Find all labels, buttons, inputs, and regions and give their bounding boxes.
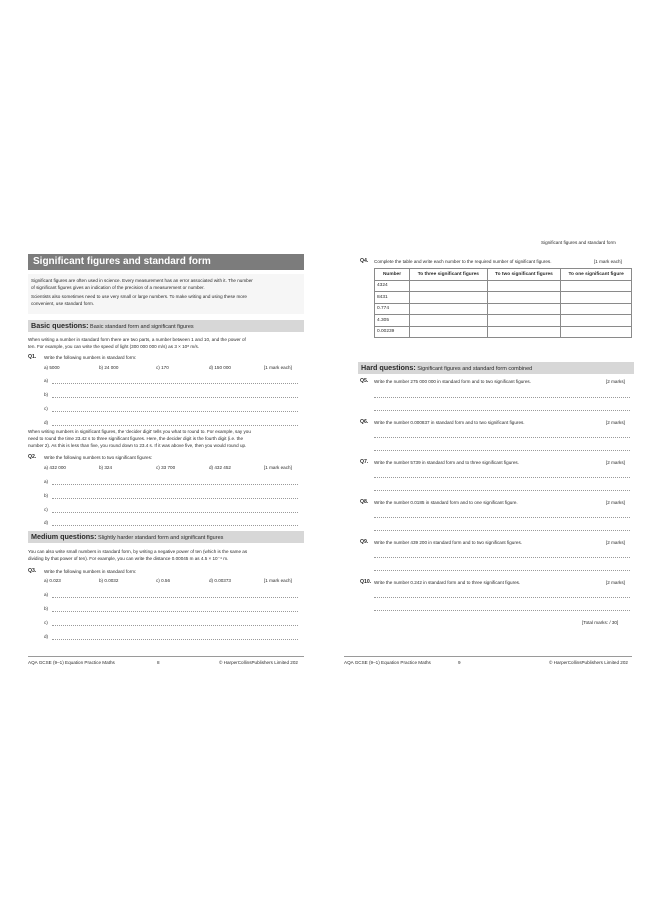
basic-intro-line: When writing a number in standard form there are two parts, a number between 1 and 10, and the power of — [28, 337, 246, 342]
answer-cell[interactable] — [410, 303, 488, 315]
sigfig-line: need to round the time 23.42 s to three significant figures. Here, the decider digit is the fourth digit (i.e. the — [28, 436, 244, 441]
q7-marks: [2 marks] — [606, 460, 625, 465]
q8-label: Q8. — [360, 499, 369, 505]
q1-label: Q1. — [28, 354, 37, 360]
q9-text: Write the number 439 200 in standard form and to two significant figures. — [374, 540, 523, 545]
answer-line[interactable] — [52, 625, 298, 626]
answer-cell[interactable] — [410, 326, 488, 338]
answer-line[interactable] — [374, 477, 630, 478]
total-marks: [Total marks: / 30] — [582, 620, 619, 625]
footer-book-title: AQA GCSE (9–1) Equation Practice Maths — [28, 660, 115, 665]
q3-option: c) 0.56 — [156, 578, 171, 583]
answer-line[interactable] — [52, 397, 298, 398]
q1-option: a) 5000 — [44, 365, 60, 370]
q1-text: Write the following numbers in standard form: — [44, 355, 137, 360]
q1-option: c) 170 — [156, 365, 169, 370]
answer-cell[interactable] — [487, 292, 561, 304]
answer-label: d) — [44, 520, 49, 525]
answer-cell[interactable] — [487, 280, 561, 292]
answer-line[interactable] — [374, 530, 630, 531]
answer-cell[interactable] — [410, 315, 488, 327]
sigfig-line: When writing numbers in significant figures, the 'decider digit' tells you what to round to. For example, say you — [28, 429, 251, 434]
answer-line[interactable] — [52, 512, 298, 513]
basic-intro-line: ten. For example, you can write the speed of light (300 000 000 m/s) as 3 × 10⁸ m/s. — [28, 344, 200, 349]
q4-text: Complete the table and write each number to the required number of significant figures. — [374, 259, 552, 264]
answer-line[interactable] — [374, 397, 630, 398]
table-row — [375, 280, 632, 292]
intro-line: convenient, use standard form. — [31, 301, 95, 306]
answer-line[interactable] — [52, 639, 298, 640]
q2-label: Q2. — [28, 454, 37, 460]
answer-cell[interactable] — [561, 315, 632, 327]
q9-marks: [2 marks] — [606, 540, 625, 545]
answer-line[interactable] — [374, 490, 630, 491]
answer-label: c) — [44, 507, 48, 512]
table-row — [375, 315, 632, 327]
footer-book-title: AQA GCSE (9–1) Equation Practice Maths — [344, 660, 431, 665]
number-cell: 0.774 — [375, 303, 410, 315]
page-number: 8 — [157, 660, 160, 665]
q2-text: Write the following numbers to two significant figures: — [44, 455, 153, 460]
q8-text: Write the number 0.0185 in standard form and to one significant figure. — [374, 500, 518, 505]
answer-line[interactable] — [52, 525, 298, 526]
medium-questions-heading: Medium questions: Slightly harder standard form and significant figures — [28, 531, 304, 543]
answer-line[interactable] — [374, 410, 630, 411]
answer-cell[interactable] — [410, 280, 488, 292]
table-row — [375, 292, 632, 304]
q3-label: Q3. — [28, 568, 37, 574]
running-head: Significant figures and standard form — [541, 240, 616, 245]
q1-option: b) 24 000 — [99, 365, 119, 370]
page-number: 9 — [458, 660, 461, 665]
q3-marks: [1 mark each] — [264, 578, 292, 583]
q3-text: Write the following numbers in standard form: — [44, 569, 137, 574]
footer-copyright: © HarperCollinsPublishers Limited 202 — [219, 660, 298, 665]
q2-marks: [1 mark each] — [264, 465, 292, 470]
medium-intro-line: dividing by that power of ten). For example, you can write the distance 0.00045 m as 4.5 × 10⁻⁴ m. — [28, 556, 229, 561]
hard-questions-heading: Hard questions: Significant figures and standard form combined — [358, 362, 634, 374]
answer-cell[interactable] — [561, 326, 632, 338]
intro-line: Scientists also sometimes need to use very small or large numbers. To make writing and using these more — [31, 294, 247, 299]
answer-line[interactable] — [374, 570, 630, 571]
number-cell: 0.00239 — [375, 326, 410, 338]
answer-line[interactable] — [52, 484, 298, 485]
answer-cell[interactable] — [410, 292, 488, 304]
q5-text: Write the number 275 000 000 in standard form and to two significant figures. — [374, 379, 531, 384]
q9-label: Q9. — [360, 539, 369, 545]
table-row — [375, 303, 632, 315]
column-header: To three significant figures — [410, 269, 488, 281]
answer-cell[interactable] — [487, 303, 561, 315]
column-header: To one significant figure — [561, 269, 632, 281]
answer-cell[interactable] — [561, 303, 632, 315]
answer-line[interactable] — [52, 411, 298, 412]
footer-divider — [28, 656, 304, 657]
q4-table — [374, 268, 632, 338]
table-row — [375, 326, 632, 338]
answer-label: a) — [44, 592, 49, 597]
q3-option: b) 0.0032 — [99, 578, 119, 583]
table-header-row — [375, 269, 632, 281]
q10-label: Q10. — [360, 579, 372, 585]
q6-text: Write the number 0.000837 in standard form and to two significant figures. — [374, 420, 525, 425]
q5-marks: [2 marks] — [606, 379, 625, 384]
q2-option: b) 324 — [99, 465, 113, 470]
answer-line[interactable] — [374, 517, 630, 518]
answer-cell[interactable] — [487, 326, 561, 338]
intro-box — [28, 274, 304, 314]
answer-label: d) — [44, 420, 49, 425]
intro-line: Significant figures are often used in science. Every measurement has an error associated with it. The number — [31, 278, 253, 283]
answer-line[interactable] — [52, 425, 298, 426]
number-cell: 8431 — [375, 292, 410, 304]
answer-cell[interactable] — [487, 315, 561, 327]
right-page — [330, 0, 660, 904]
q3-option: d) 0.00373 — [209, 578, 231, 583]
answer-cell[interactable] — [561, 280, 632, 292]
q7-text: Write the number 5739 in standard form and to three significant figures. — [374, 460, 519, 465]
column-header: Number — [375, 269, 410, 281]
q2-option: d) 432 452 — [209, 465, 231, 470]
number-cell: 4324 — [375, 280, 410, 292]
answer-cell[interactable] — [561, 292, 632, 304]
answer-line[interactable] — [52, 611, 298, 612]
sigfig-line: number 2). As this is less than five, you round down to 23.4 s. If it was above five, then you would round up. — [28, 443, 247, 448]
answer-label: a) — [44, 378, 49, 383]
answer-line[interactable] — [52, 383, 298, 384]
answer-line[interactable] — [374, 450, 630, 451]
footer-divider — [344, 656, 632, 657]
answer-label: a) — [44, 479, 49, 484]
medium-intro-line: You can also write small numbers in standard form, by writing a negative power of ten (which is the same as — [28, 549, 248, 554]
answer-label: b) — [44, 493, 49, 498]
answer-line[interactable] — [374, 610, 630, 611]
answer-line[interactable] — [374, 557, 630, 558]
answer-label: d) — [44, 634, 49, 639]
answer-line[interactable] — [374, 597, 630, 598]
answer-line[interactable] — [52, 597, 298, 598]
q10-marks: [2 marks] — [606, 580, 625, 585]
answer-line[interactable] — [374, 437, 630, 438]
column-header: To two significant figures — [487, 269, 561, 281]
basic-questions-heading: Basic questions: Basic standard form and significant figures — [28, 320, 304, 332]
q6-marks: [2 marks] — [606, 420, 625, 425]
answer-label: c) — [44, 406, 48, 411]
footer-copyright: © HarperCollinsPublishers Limited 202 — [549, 660, 628, 665]
page-title: Significant figures and standard form — [28, 254, 304, 270]
q1-marks: [1 mark each] — [264, 365, 292, 370]
answer-label: c) — [44, 620, 48, 625]
q1-option: d) 150 000 — [209, 365, 231, 370]
q10-text: Write the number 0.242 in standard form and to three significant figures. — [374, 580, 521, 585]
q6-label: Q6. — [360, 419, 369, 425]
answer-label: b) — [44, 606, 49, 611]
intro-line: of significant figures gives an indication of the precision of a measurement or number. — [31, 285, 205, 290]
answer-label: b) — [44, 392, 49, 397]
q8-marks: [2 marks] — [606, 500, 625, 505]
q7-label: Q7. — [360, 459, 369, 465]
q2-option: c) 33 700 — [156, 465, 176, 470]
q4-marks: [1 mark each] — [594, 259, 622, 264]
number-cell: 4.305 — [375, 315, 410, 327]
q4-label: Q4. — [360, 258, 369, 264]
answer-line[interactable] — [52, 498, 298, 499]
q2-option: a) 432 000 — [44, 465, 66, 470]
q5-label: Q5. — [360, 378, 369, 384]
q3-option: a) 0.023 — [44, 578, 61, 583]
